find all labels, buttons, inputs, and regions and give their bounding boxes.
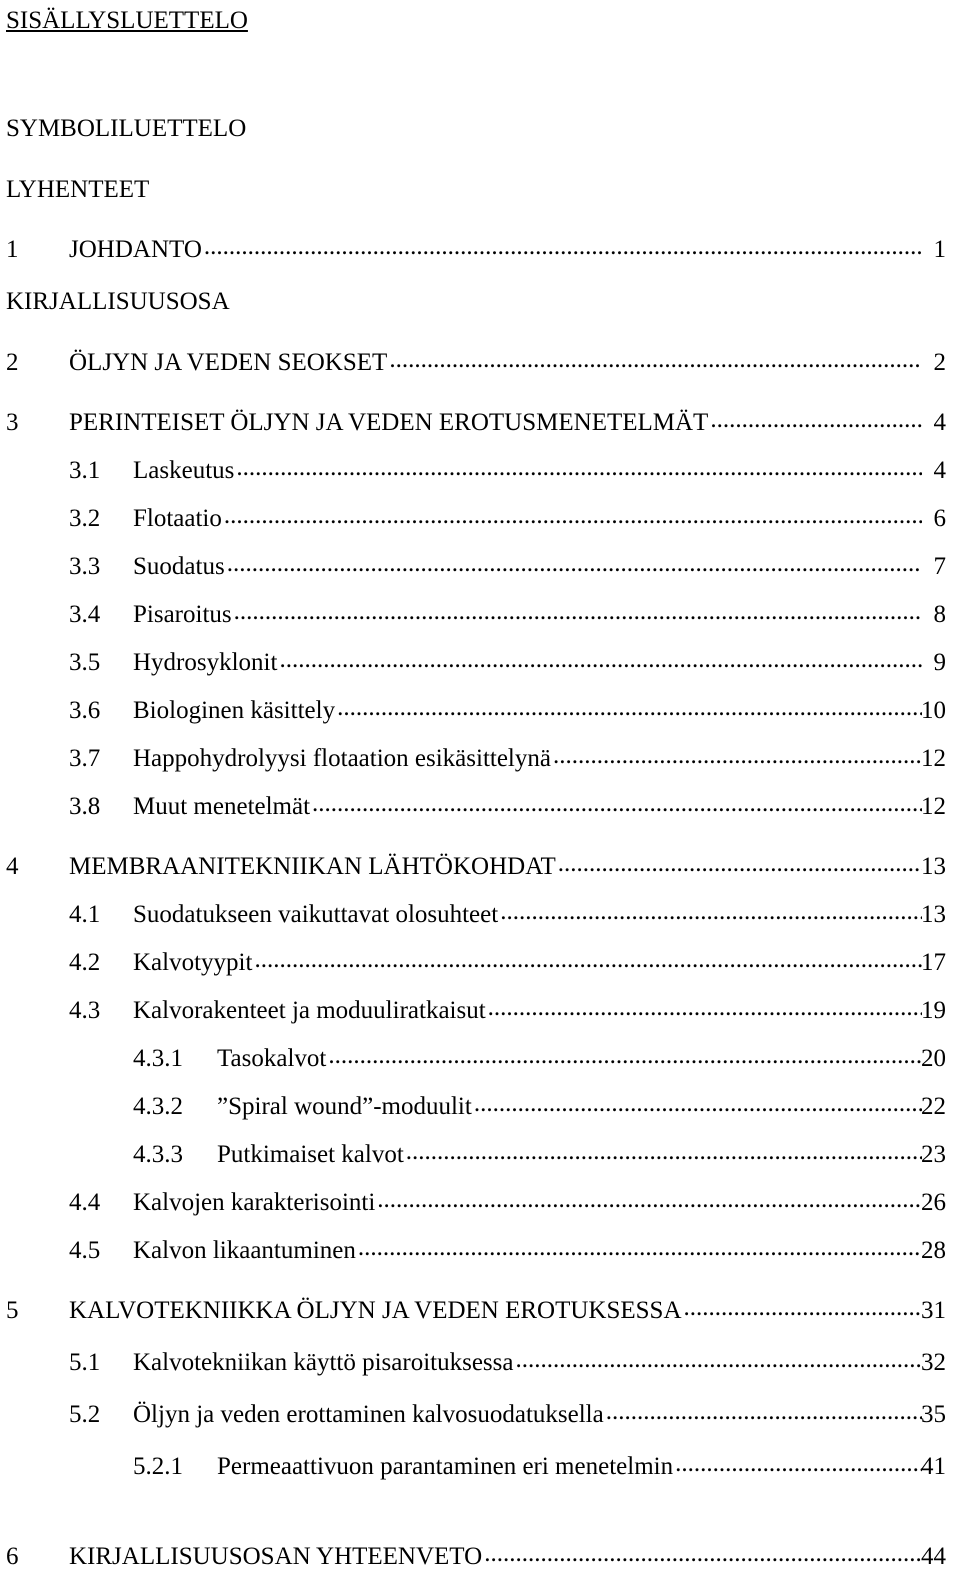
toc-entry-title-wrap	[133, 458, 924, 483]
toc-dot-leader	[406, 1142, 922, 1167]
toc-entry-number: 4	[6, 852, 19, 880]
toc-plain-row	[0, 169, 960, 209]
toc-entry-title-wrap	[69, 1298, 924, 1323]
toc-entry-title: Pisaroitus	[133, 600, 232, 628]
toc-entry-page: 12	[921, 744, 946, 772]
toc-entry-title: Kalvon likaantuminen	[133, 1236, 356, 1264]
toc-entry-title: Kalvotyypit	[133, 948, 253, 976]
toc-dot-leader	[553, 746, 922, 771]
toc-entry-title: KIRJALLISUUSOSAN YHTEENVETO	[69, 1542, 483, 1570]
toc-entry[interactable]	[0, 1290, 960, 1330]
toc-entry-number: 3.7	[69, 744, 101, 772]
toc-dot-leader	[377, 1190, 922, 1215]
toc-entry-title-wrap	[69, 410, 924, 435]
toc-entry-page: 4	[933, 408, 946, 436]
toc-entry-title-wrap	[133, 794, 924, 819]
toc-entry-title: Happohydrolyysi flotaation esikäsittelynä	[133, 744, 551, 772]
toc-dot-leader	[312, 794, 922, 819]
toc-entry-title: Flotaatio	[133, 504, 222, 532]
toc-dot-leader	[236, 458, 922, 483]
toc-entry-number: 6	[6, 1542, 19, 1570]
toc-entry-title: Laskeutus	[133, 456, 235, 484]
toc-entry-title: Kalvorakenteet ja moduuliratkaisut	[133, 996, 486, 1024]
toc-entry[interactable]	[0, 1536, 960, 1576]
toc-entry-page: 12	[921, 792, 946, 820]
toc-entry-number: 3.5	[69, 648, 101, 676]
toc-entry-page: 28	[921, 1236, 946, 1264]
toc-entry[interactable]	[0, 990, 960, 1030]
toc-entry-title-wrap	[69, 854, 924, 879]
toc-entry-number: 3.8	[69, 792, 101, 820]
toc-entry-number: 4.3	[69, 996, 101, 1024]
toc-dot-leader	[484, 1544, 922, 1569]
toc-entry-title: Biologinen käsittely	[133, 696, 336, 724]
toc-entry[interactable]	[0, 642, 960, 682]
toc-dot-leader	[606, 1402, 922, 1427]
toc-entry-page: 35	[921, 1400, 946, 1428]
toc-entry-number: 3.3	[69, 552, 101, 580]
toc-entry-page: 6	[933, 504, 946, 532]
toc-entry[interactable]	[0, 1134, 960, 1174]
toc-entry-title: ÖLJYN JA VEDEN SEOKSET	[69, 348, 388, 376]
toc-entry-title-wrap	[133, 950, 924, 975]
toc-entry-number: 3.4	[69, 600, 101, 628]
toc-entry-number: 3.1	[69, 456, 101, 484]
toc-entry[interactable]	[0, 786, 960, 826]
toc-entry-title: Tasokalvot	[217, 1044, 327, 1072]
toc-dot-leader	[234, 602, 922, 627]
toc-dot-leader	[515, 1350, 922, 1375]
toc-entry-page: 32	[921, 1348, 946, 1376]
toc-entry-title-wrap	[217, 1142, 924, 1167]
toc-entry[interactable]	[0, 738, 960, 778]
toc-heading-row	[0, 0, 960, 40]
toc-entry-title-wrap	[69, 237, 924, 262]
toc-dot-leader	[389, 350, 922, 375]
toc-entry-title: Suodatus	[133, 552, 225, 580]
toc-entry-title: Suodatukseen vaikuttavat olosuhteet	[133, 900, 499, 928]
toc-entry-number: 5.2.1	[133, 1452, 183, 1480]
toc-abbreviations-link[interactable]: LYHENTEET	[6, 175, 150, 203]
toc-entry-page: 23	[921, 1140, 946, 1168]
toc-entry-page: 8	[933, 600, 946, 628]
toc-dot-leader	[328, 1046, 922, 1071]
toc-plain-row	[0, 108, 960, 148]
toc-entry[interactable]	[0, 942, 960, 982]
toc-entry-number: 5.1	[69, 1348, 101, 1376]
toc-entry-page: 17	[921, 948, 946, 976]
toc-entry[interactable]	[0, 1342, 960, 1382]
toc-entry-title-wrap	[133, 746, 924, 771]
toc-entry-number: 1	[6, 235, 19, 263]
toc-dot-leader	[227, 554, 922, 579]
toc-entry-number: 4.1	[69, 900, 101, 928]
toc-entry[interactable]	[0, 450, 960, 490]
toc-dot-leader	[358, 1238, 922, 1263]
toc-entry-title: Hydrosyklonit	[133, 648, 278, 676]
toc-entry-page: 44	[921, 1542, 946, 1570]
toc-entry-page: 13	[921, 852, 946, 880]
toc-entry-number: 4.4	[69, 1188, 101, 1216]
toc-entry-title-wrap	[69, 1544, 924, 1569]
toc-entry[interactable]	[0, 1446, 960, 1486]
toc-entry[interactable]	[0, 402, 960, 442]
toc-entry-title-wrap	[133, 998, 924, 1023]
toc-entry[interactable]	[0, 1394, 960, 1434]
toc-dot-leader	[254, 950, 922, 975]
toc-entry[interactable]	[0, 894, 960, 934]
toc-dot-leader	[224, 506, 922, 531]
toc-entry-title-wrap	[217, 1094, 924, 1119]
toc-entry-title-wrap	[133, 1190, 924, 1215]
toc-entry-page: 20	[921, 1044, 946, 1072]
toc-entry-title: Kalvojen karakterisointi	[133, 1188, 376, 1216]
toc-plain-row	[0, 281, 960, 321]
toc-entry-page: 13	[921, 900, 946, 928]
toc-entry-title: Permeaattivuon parantaminen eri menetelmin	[217, 1452, 674, 1480]
toc-entry-page: 41	[921, 1452, 946, 1480]
toc-entry-title: Öljyn ja veden erottaminen kalvosuodatuksella	[133, 1400, 604, 1428]
toc-entry-title-wrap	[217, 1046, 924, 1071]
toc-heading: SISÄLLYSLUETTELO	[6, 6, 248, 34]
toc-entry-title: Muut menetelmät	[133, 792, 311, 820]
toc-section-label[interactable]: KIRJALLISUUSOSA	[6, 287, 230, 315]
toc-dot-leader	[204, 237, 922, 262]
toc-entry-title: MEMBRAANITEKNIIKAN LÄHTÖKOHDAT	[69, 852, 556, 880]
toc-entry[interactable]	[0, 229, 960, 269]
toc-entry-page: 1	[933, 235, 946, 263]
toc-entry-page: 26	[921, 1188, 946, 1216]
toc-entry-title-wrap	[133, 650, 924, 675]
toc-entry[interactable]	[0, 690, 960, 730]
toc-entry-number: 3.2	[69, 504, 101, 532]
toc-entry-page: 9	[933, 648, 946, 676]
toc-entry-title-wrap	[133, 1238, 924, 1263]
toc-dot-leader	[558, 854, 922, 879]
toc-entry-number: 4.3.2	[133, 1092, 183, 1120]
toc-entry-number: 4.3.3	[133, 1140, 183, 1168]
toc-entry-number: 2	[6, 348, 19, 376]
toc-entry-title-wrap	[133, 602, 924, 627]
toc-symbol-list-link[interactable]: SYMBOLILUETTELO	[6, 114, 247, 142]
toc-dot-leader	[710, 410, 922, 435]
toc-entry-page: 19	[921, 996, 946, 1024]
toc-entry-title: PERINTEISET ÖLJYN JA VEDEN EROTUSMENETELMÄT	[69, 408, 709, 436]
toc-dot-leader	[337, 698, 922, 723]
toc-entry-number: 4.3.1	[133, 1044, 183, 1072]
toc-dot-leader	[675, 1454, 922, 1479]
toc-entry-title-wrap	[133, 698, 924, 723]
toc-entry[interactable]	[0, 546, 960, 586]
toc-entry-title-wrap	[133, 506, 924, 531]
toc-entry-title: ”Spiral wound”-moduulit	[217, 1092, 472, 1120]
toc-entry-title-wrap	[69, 350, 924, 375]
toc-entry-title-wrap	[217, 1454, 924, 1479]
toc-entry-number: 5.2	[69, 1400, 101, 1428]
toc-entry-number: 3	[6, 408, 19, 436]
toc-entry-title-wrap	[133, 902, 924, 927]
toc-entry-number: 4.5	[69, 1236, 101, 1264]
toc-entry-number: 4.2	[69, 948, 101, 976]
toc-dot-leader	[500, 902, 922, 927]
toc-entry-title-wrap	[133, 554, 924, 579]
toc-dot-leader	[279, 650, 922, 675]
toc-entry-page: 4	[933, 456, 946, 484]
toc-entry[interactable]	[0, 498, 960, 538]
toc-dot-leader	[684, 1298, 922, 1323]
toc-entry-title: Kalvotekniikan käyttö pisaroituksessa	[133, 1348, 514, 1376]
toc-entry-page: 10	[921, 696, 946, 724]
toc-entry-page: 2	[933, 348, 946, 376]
toc-entry-title: JOHDANTO	[69, 235, 202, 263]
toc-dot-leader	[488, 998, 922, 1023]
toc-entry-page: 31	[921, 1296, 946, 1324]
toc-entry-title-wrap	[133, 1350, 924, 1375]
toc-entry-title: Putkimaiset kalvot	[217, 1140, 404, 1168]
toc-entry-title-wrap	[133, 1402, 924, 1427]
toc-entry[interactable]	[0, 1230, 960, 1270]
toc-entry[interactable]	[0, 1182, 960, 1222]
toc-entry-number: 3.6	[69, 696, 101, 724]
toc-entry[interactable]	[0, 1086, 960, 1126]
toc-entry[interactable]	[0, 846, 960, 886]
toc-entry[interactable]	[0, 342, 960, 382]
toc-entry-number: 5	[6, 1296, 19, 1324]
toc-entry-page: 22	[921, 1092, 946, 1120]
toc-dot-leader	[474, 1094, 922, 1119]
toc-entry[interactable]	[0, 594, 960, 634]
toc-entry[interactable]	[0, 1038, 960, 1078]
toc-entry-page: 7	[933, 552, 946, 580]
toc-entry-title: KALVOTEKNIIKKA ÖLJYN JA VEDEN EROTUKSESSA	[69, 1296, 682, 1324]
